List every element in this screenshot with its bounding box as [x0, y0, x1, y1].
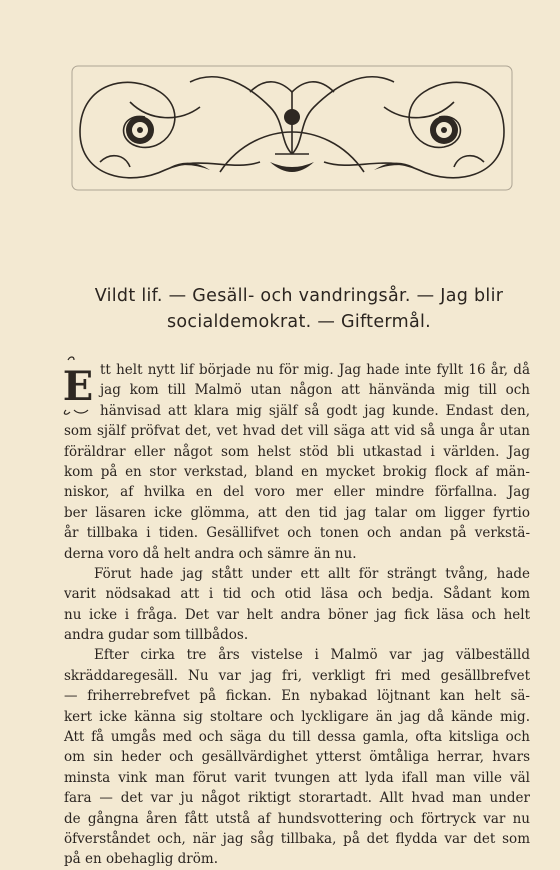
- svg-text:E: E: [62, 363, 94, 410]
- text-line: hänvisad att klara mig själf så godt jag kunde. Endast den,: [100, 402, 530, 419]
- text-line: föräldrar eller något som helst stöd bli utkastad i världen. Jag: [64, 443, 530, 460]
- text-line: jag kom till Malmö utan någon att hänvända mig till och: [100, 382, 530, 399]
- text-line: varit nödsakad att i tid och otid läsa och bedja. Sådant kom: [64, 586, 530, 603]
- text-line: kert icke känna sig stoltare och lyckligare än jag då kände mig.: [64, 708, 530, 725]
- chapter-title-line-1: Vildt lif. — Gesäll- och vandringsår. — Jag blir: [94, 286, 504, 306]
- text-line: de gångna åren fått utstå af hundsvottering och förtryck var nu: [64, 810, 530, 827]
- text-line: — friherrebrefvet på fickan. En nybakad löjtnant kan helt sä-: [64, 688, 530, 705]
- text-line: som själf pröfvat det, vet hvad det vill säga att vid så unga år utan: [64, 423, 530, 440]
- text-line: på en obehaglig dröm.: [64, 851, 218, 868]
- text-line: Efter cirka tre års vistelse i Malmö var jag välbeställd: [94, 647, 530, 664]
- text-line: nu icke i fråga. Det var helt andra böner jag fick läsa och helt: [64, 606, 530, 623]
- text-line: om sin heder och gesällvärdighet ytterst ömtåliga herrar, hvars: [64, 749, 530, 766]
- chapter-title-line-2: socialdemokrat. — Giftermål.: [166, 312, 431, 332]
- text-line: år tillbaka i tiden. Gesällifvet och tonen och andan på verkstä-: [64, 525, 530, 542]
- text-line: niskor, af hvilka en del voro mer eller mindre förfallna. Jag: [64, 484, 530, 501]
- text-line: Förut hade jag stått under ett allt för strängt tvång, hade: [94, 565, 530, 582]
- text-line: kom på en stor verkstad, bland en mycket brokig flock af män-: [64, 463, 530, 480]
- text-line: ber läsaren icke glömma, att den tid jag talar om ligger fyrtio: [64, 504, 530, 521]
- text-line: skräddaregesäll. Nu var jag fri, verkligt fri med gesällbrefvet: [64, 667, 530, 684]
- body-text: [64, 360, 530, 870]
- text-line: derna voro då helt andra och sämre än nu.: [64, 545, 357, 562]
- text-line: minsta vink man förut varit tvungen att lyda ifall man ville väl: [64, 769, 530, 786]
- text-line: öfverståndet och, när jag såg tillbaka, på det flydda var det som: [64, 830, 530, 847]
- text-line: Att få umgås med och säga du till dessa gamla, ofta kitsliga och: [64, 729, 530, 746]
- text-line: fara — det var ju något riktigt storartadt. Allt hvad man under: [64, 790, 530, 807]
- decorative-headpiece-ornament: [70, 62, 514, 194]
- text-line: tt helt nytt lif började nu för mig. Jag hade inte fyllt 16 år, då: [100, 362, 530, 378]
- text-line: andra gudar som tillbådos.: [64, 627, 249, 644]
